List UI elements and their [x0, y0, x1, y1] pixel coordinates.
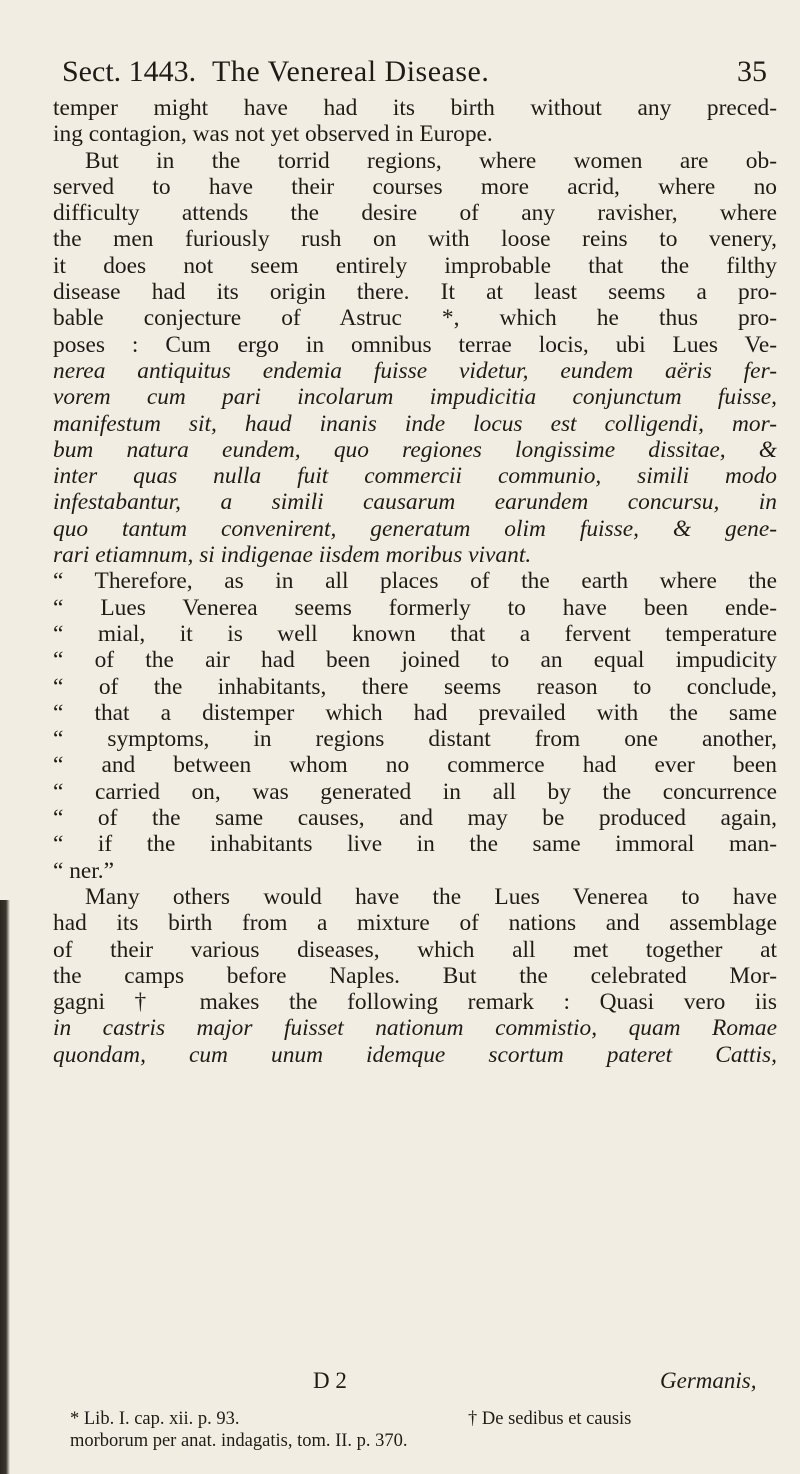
footnote-morgagni: † De sedibus et causis — [468, 1409, 632, 1429]
text-line: of their various diseases, which all met together at — [53, 936, 777, 963]
quote-line: “ that a distemper which had prevailed with the same — [53, 699, 777, 726]
text-line: temper might have had its birth without any preced- — [53, 95, 777, 121]
latin-line: bum natura eundem, quo regiones longissime dissitae, & — [53, 436, 777, 463]
running-header — [62, 50, 767, 94]
text-line: disease had its origin there. It at least seems a pro- — [53, 279, 777, 306]
quote-line: “ mial, it is well known that a fervent temperature — [53, 620, 777, 647]
quote-line: “ of the same causes, and may be produced again, — [53, 805, 777, 832]
quote-line: “ of the inhabitants, there seems reason to conclude, — [53, 673, 777, 700]
text-line: the camps before Naples. But the celebrated Mor- — [53, 962, 777, 989]
text-line: But in the torrid regions, where women are ob- — [85, 147, 777, 174]
latin-line: vorem cum pari incolarum impudicitia conjunctum fuisse, — [53, 384, 777, 411]
catchword: Germanis, — [660, 1368, 757, 1393]
text-line: the men furiously rush on with loose reins to venery, — [53, 226, 777, 253]
quote-line: “ if the inhabitants live in the same immoral man- — [53, 831, 777, 858]
quote-line: “ ner.” — [53, 857, 115, 884]
page-number: 35 — [737, 55, 767, 88]
latin-line: in castris major fuisset nationum commistio, quam Romae — [53, 1015, 777, 1042]
text-line: gagni † makes the following remark : Quasi vero iis — [53, 989, 777, 1016]
latin-line: rari etiamnum, si indigenae iisdem moribus vivant. — [53, 542, 532, 569]
text-line: difficulty attends the desire of any ravisher, where — [53, 200, 777, 227]
text-line: poses : Cum ergo in omnibus terrae locis, ubi Lues Ve- — [53, 331, 777, 358]
body-text — [53, 95, 777, 1068]
quote-line: “ carried on, was generated in all by the concurrence — [53, 778, 777, 805]
signature-row — [0, 1368, 800, 1400]
latin-line: infestabantur, a simili causarum earundem concursu, in — [53, 489, 777, 516]
running-title: The Venereal Disease. — [212, 55, 490, 88]
text-line: ing contagion, was not yet observed in Europe. — [53, 121, 493, 148]
latin-line: manifestum sit, haud inanis inde locus est colligendi, mor- — [53, 410, 777, 437]
quote-line: “ and between whom no commerce had ever been — [53, 752, 777, 779]
latin-line: inter quas nulla fuit commercii communio, simili modo — [53, 463, 777, 490]
footnote-morgagni-cont: morborum per anat. indagatis, tom. II. p. 370. — [70, 1431, 408, 1451]
text-line: had its birth from a mixture of nations and assemblage — [53, 910, 777, 937]
text-line: bable conjecture of Astruc *, which he thus pro- — [53, 305, 777, 332]
quote-line: “ Lues Venerea seems formerly to have been ende- — [53, 594, 777, 621]
quote-line: “ of the air had been joined to an equal impudicity — [53, 647, 777, 674]
latin-line: quo tantum convenirent, generatum olim fuisse, & gene- — [53, 515, 777, 542]
text-line: Many others would have the Lues Venerea to have — [85, 883, 777, 910]
footnote-astruc: * Lib. I. cap. xii. p. 93. — [70, 1409, 240, 1429]
quote-line: “ Therefore, as in all places of the earth where the — [53, 568, 777, 595]
section-number: Sect. 1443. — [62, 55, 197, 88]
quote-line: “ symptoms, in regions distant from one another, — [53, 726, 777, 753]
text-line: served to have their courses more acrid, where no — [53, 173, 777, 200]
text-line: it does not seem entirely improbable that the filthy — [53, 252, 777, 279]
latin-line: quondam, cum unum idemque scortum pateret Cattis, — [53, 1041, 777, 1068]
latin-line: nerea antiquitus endemia fuisse videtur, eundem aëris fer- — [53, 357, 777, 384]
signature-mark: D 2 — [313, 1368, 347, 1393]
